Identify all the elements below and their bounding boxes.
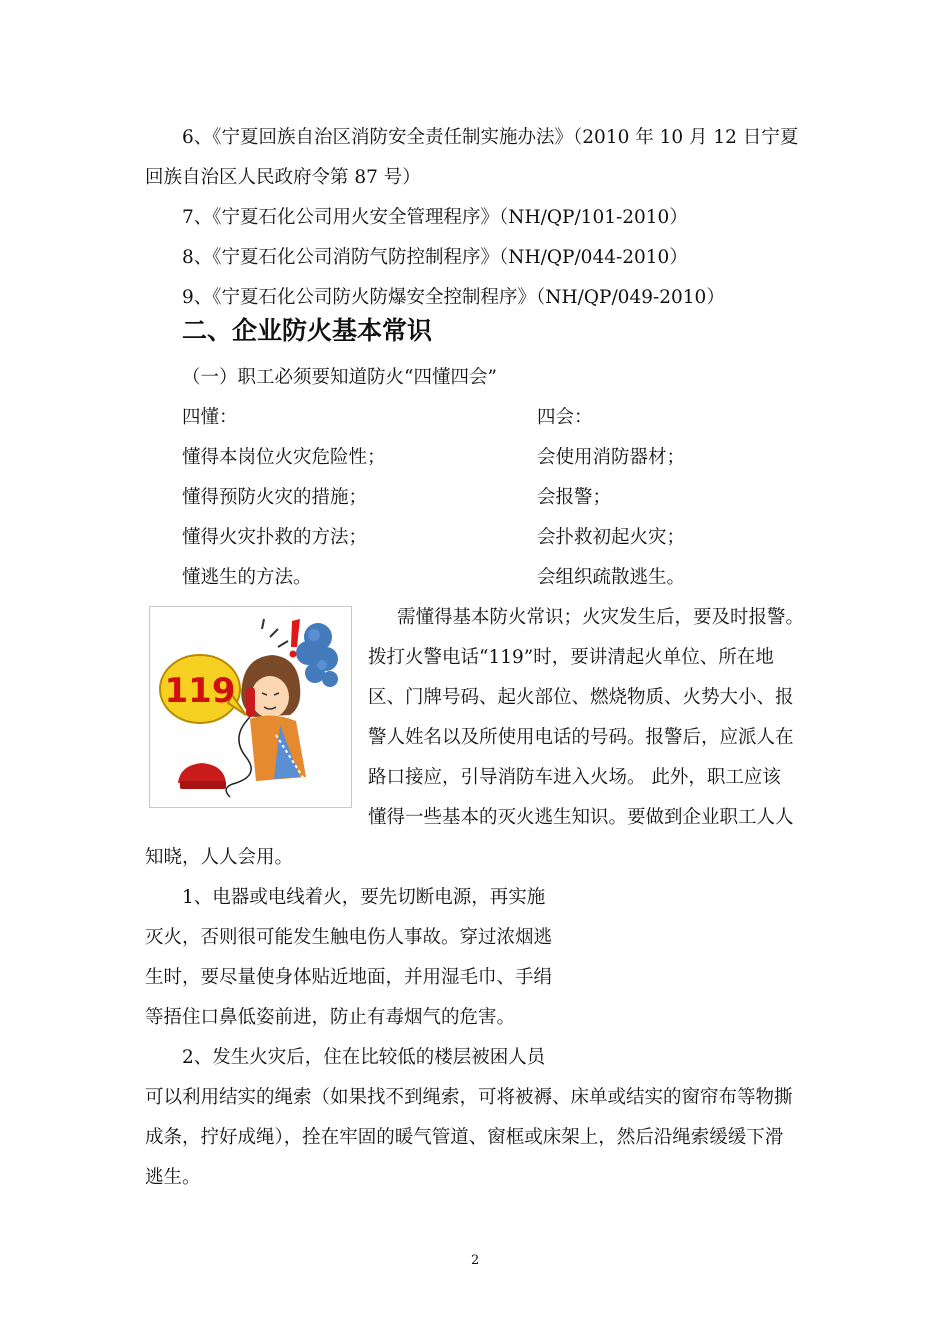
can-item: 会报警； [537, 487, 612, 508]
alarm-paragraph-line: 警人姓名以及所使用电话的号码。报警后，应派人在 [368, 727, 794, 748]
reference-9: 9、《宁夏石化公司防火防爆安全控制程序》（NH/QP/049-2010） [182, 287, 725, 308]
alarm-paragraph-line: 拨打火警电话“119”时，要讲清起火单位、所在地 [368, 647, 774, 668]
reference-7: 7、《宁夏石化公司用火安全管理程序》（NH/QP/101-2010） [182, 207, 688, 228]
tip-1-line: 生时，要尽量使身体贴近地面，并用湿毛巾、手绢 [145, 967, 553, 988]
tip-1-line: 等捂住口鼻低姿前进，防止有毒烟气的危害。 [145, 1007, 516, 1028]
reference-8: 8、《宁夏石化公司消防气防控制程序》（NH/QP/044-2010） [182, 247, 688, 268]
alarm-paragraph-line: 区、门牌号码、起火部位、燃烧物质、火势大小、报 [368, 687, 794, 708]
reference-6-line-1: 6、《宁夏回族自治区消防安全责任制实施办法》（2010 年 10 月 12 日宁夏 [182, 127, 799, 148]
alarm-paragraph-line: 需懂得基本防火常识；火灾发生后，要及时报警。 [397, 607, 805, 628]
illustration-119-label: 119 [164, 671, 236, 711]
understand-item: 懂得火灾扑救的方法； [182, 527, 368, 548]
alarm-paragraph-line: 路口接应，引导消防车进入火场。 此外，职工应该 [368, 767, 781, 788]
tip-2-line: 成条，拧好成绳），拴在牢固的暖气管道、窗框或床架上，然后沿绳索缓缓下滑 [145, 1127, 784, 1148]
understand-item: 懂逃生的方法。 [182, 567, 312, 588]
page-number: 2 [471, 1253, 480, 1268]
tip-1-line: 灭火，否则很可能发生触电伤人事故。穿过浓烟逃 [145, 927, 553, 948]
fire-alarm-phone-call-icon [150, 607, 351, 807]
reference-6-line-2: 回族自治区人民政府令第 87 号） [145, 167, 421, 188]
tip-2-line: 可以利用结实的绳索（如果找不到绳索，可将被褥、床单或结实的窗帘布等物撕 [145, 1087, 793, 1108]
four-understand-heading: 四懂： [182, 407, 238, 428]
understand-item: 懂得本岗位火灾危险性； [182, 447, 386, 468]
can-item: 会扑救初起火灾； [537, 527, 686, 548]
fire-alarm-illustration [149, 606, 352, 808]
tip-1-line: 1、电器或电线着火，要先切断电源，再实施 [182, 887, 546, 908]
tip-2-line: 逃生。 [145, 1167, 201, 1188]
understand-item: 懂得预防火灾的措施； [182, 487, 368, 508]
alarm-paragraph-line: 知晓，人人会用。 [145, 847, 294, 868]
subsection-title: （一）职工必须要知道防火“四懂四会” [182, 367, 497, 388]
alarm-paragraph-line: 懂得一些基本的灭火逃生知识。要做到企业职工人人 [368, 807, 794, 828]
section-title: 二、企业防火基本常识 [182, 316, 433, 345]
can-item: 会组织疏散逃生。 [537, 567, 686, 588]
tip-2-line: 2、发生火灾后，住在比较低的楼层被困人员 [182, 1047, 546, 1068]
four-can-heading: 四会： [537, 407, 593, 428]
can-item: 会使用消防器材； [537, 447, 686, 468]
